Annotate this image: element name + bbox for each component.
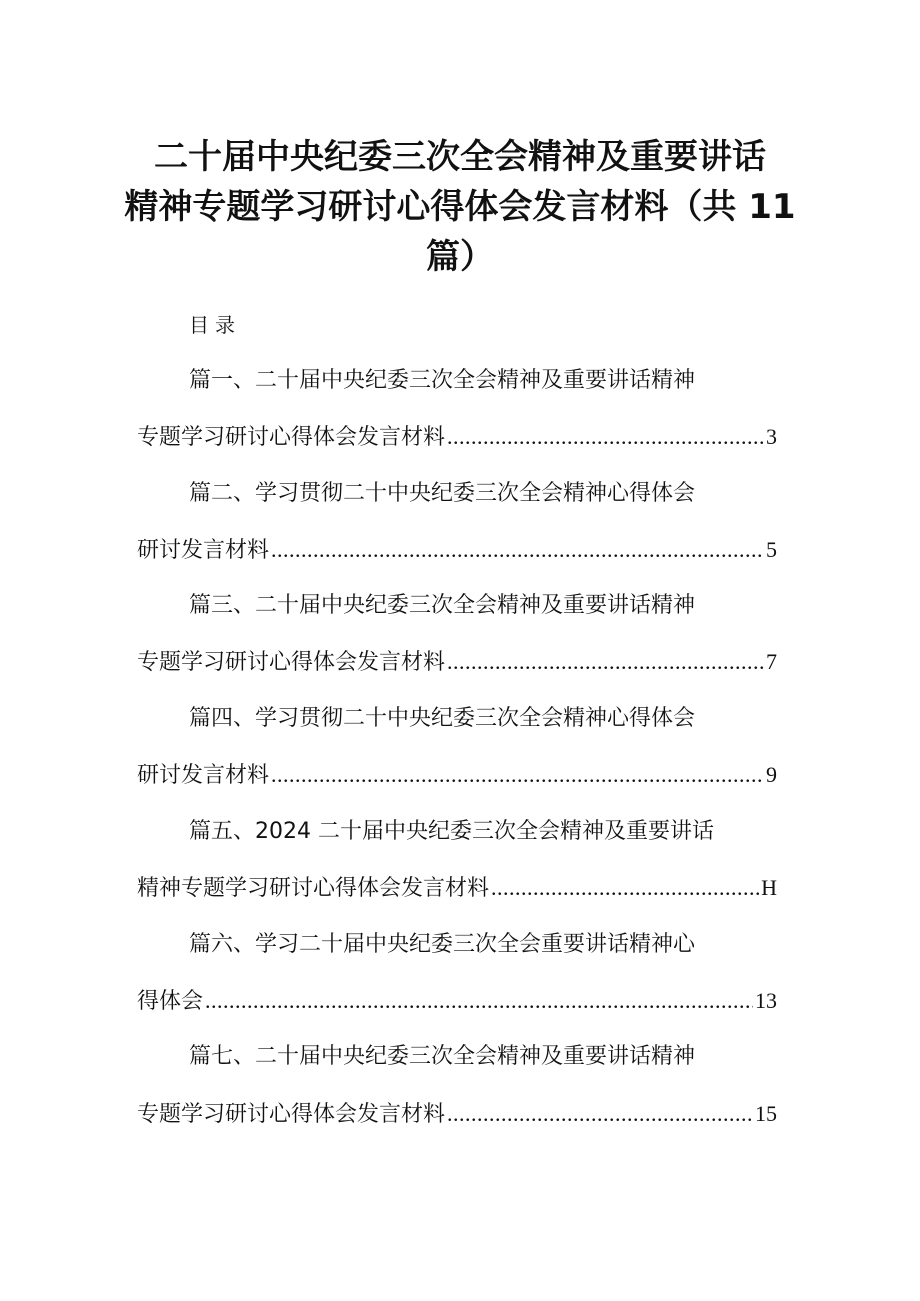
toc-entry-3-subtitle: 专题学习研讨心得体会发言材料 — [137, 650, 446, 675]
toc-entry-7-leader — [447, 1099, 753, 1129]
toc-entry-6 — [137, 986, 777, 1017]
toc-entry-5 — [137, 873, 777, 904]
toc-entry-5-page: H — [761, 875, 777, 900]
toc-entry-4-leader — [271, 760, 764, 790]
document-title-line-2: 精神专题学习研讨心得体会发言材料（共 11 — [124, 187, 796, 227]
toc-entry-4 — [137, 760, 777, 791]
toc-entry-1-page: 3 — [766, 424, 777, 449]
toc-entry-2-page: 5 — [766, 537, 777, 562]
toc-entry-3-page: 7 — [766, 649, 777, 674]
toc-entry-1-subtitle: 专题学习研讨心得体会发言材料 — [137, 425, 446, 450]
toc-entry-5-leader — [491, 873, 759, 903]
toc-entry-6-leader — [205, 986, 753, 1016]
toc-entry-4-subtitle: 研讨发言材料 — [137, 763, 270, 788]
toc-entry-3-title: 篇三、二十届中央纪委三次全会精神及重要讲话精神 — [189, 593, 696, 618]
toc-entry-5-title: 篇五、2024 二十届中央纪委三次全会精神及重要讲话 — [189, 819, 714, 844]
toc-entry-1-leader — [447, 422, 764, 452]
toc-entry-4-page: 9 — [766, 762, 777, 787]
document-title-line-1: 二十届中央纪委三次全会精神及重要讲话 — [154, 137, 766, 177]
toc-entry-7-subtitle: 专题学习研讨心得体会发言材料 — [137, 1102, 446, 1127]
toc-entry-2-leader — [271, 535, 764, 565]
toc-entry-6-page: 13 — [755, 988, 777, 1013]
toc-entry-1 — [137, 422, 777, 453]
toc-entry-2-title: 篇二、学习贯彻二十中央纪委三次全会精神心得体会 — [189, 481, 696, 506]
toc-entry-7 — [137, 1099, 777, 1130]
toc-entry-3 — [137, 647, 777, 678]
toc-entry-6-subtitle: 得体会 — [137, 989, 204, 1014]
toc-entry-7-title: 篇七、二十届中央纪委三次全会精神及重要讲话精神 — [189, 1044, 696, 1069]
toc-heading: 目录 — [189, 313, 241, 337]
toc-entry-7-page: 15 — [755, 1101, 777, 1126]
toc-entry-2-subtitle: 研讨发言材料 — [137, 538, 270, 563]
toc-entry-3-leader — [447, 647, 764, 677]
toc-entry-2 — [137, 535, 777, 566]
toc-entry-4-title: 篇四、学习贯彻二十中央纪委三次全会精神心得体会 — [189, 706, 696, 731]
toc-entry-5-subtitle: 精神专题学习研讨心得体会发言材料 — [137, 876, 490, 901]
document-title-line-3: 篇） — [426, 237, 494, 277]
toc-entry-6-title: 篇六、学习二十届中央纪委三次全会重要讲话精神心 — [189, 932, 696, 957]
toc-entry-1-title: 篇一、二十届中央纪委三次全会精神及重要讲话精神 — [189, 368, 696, 393]
